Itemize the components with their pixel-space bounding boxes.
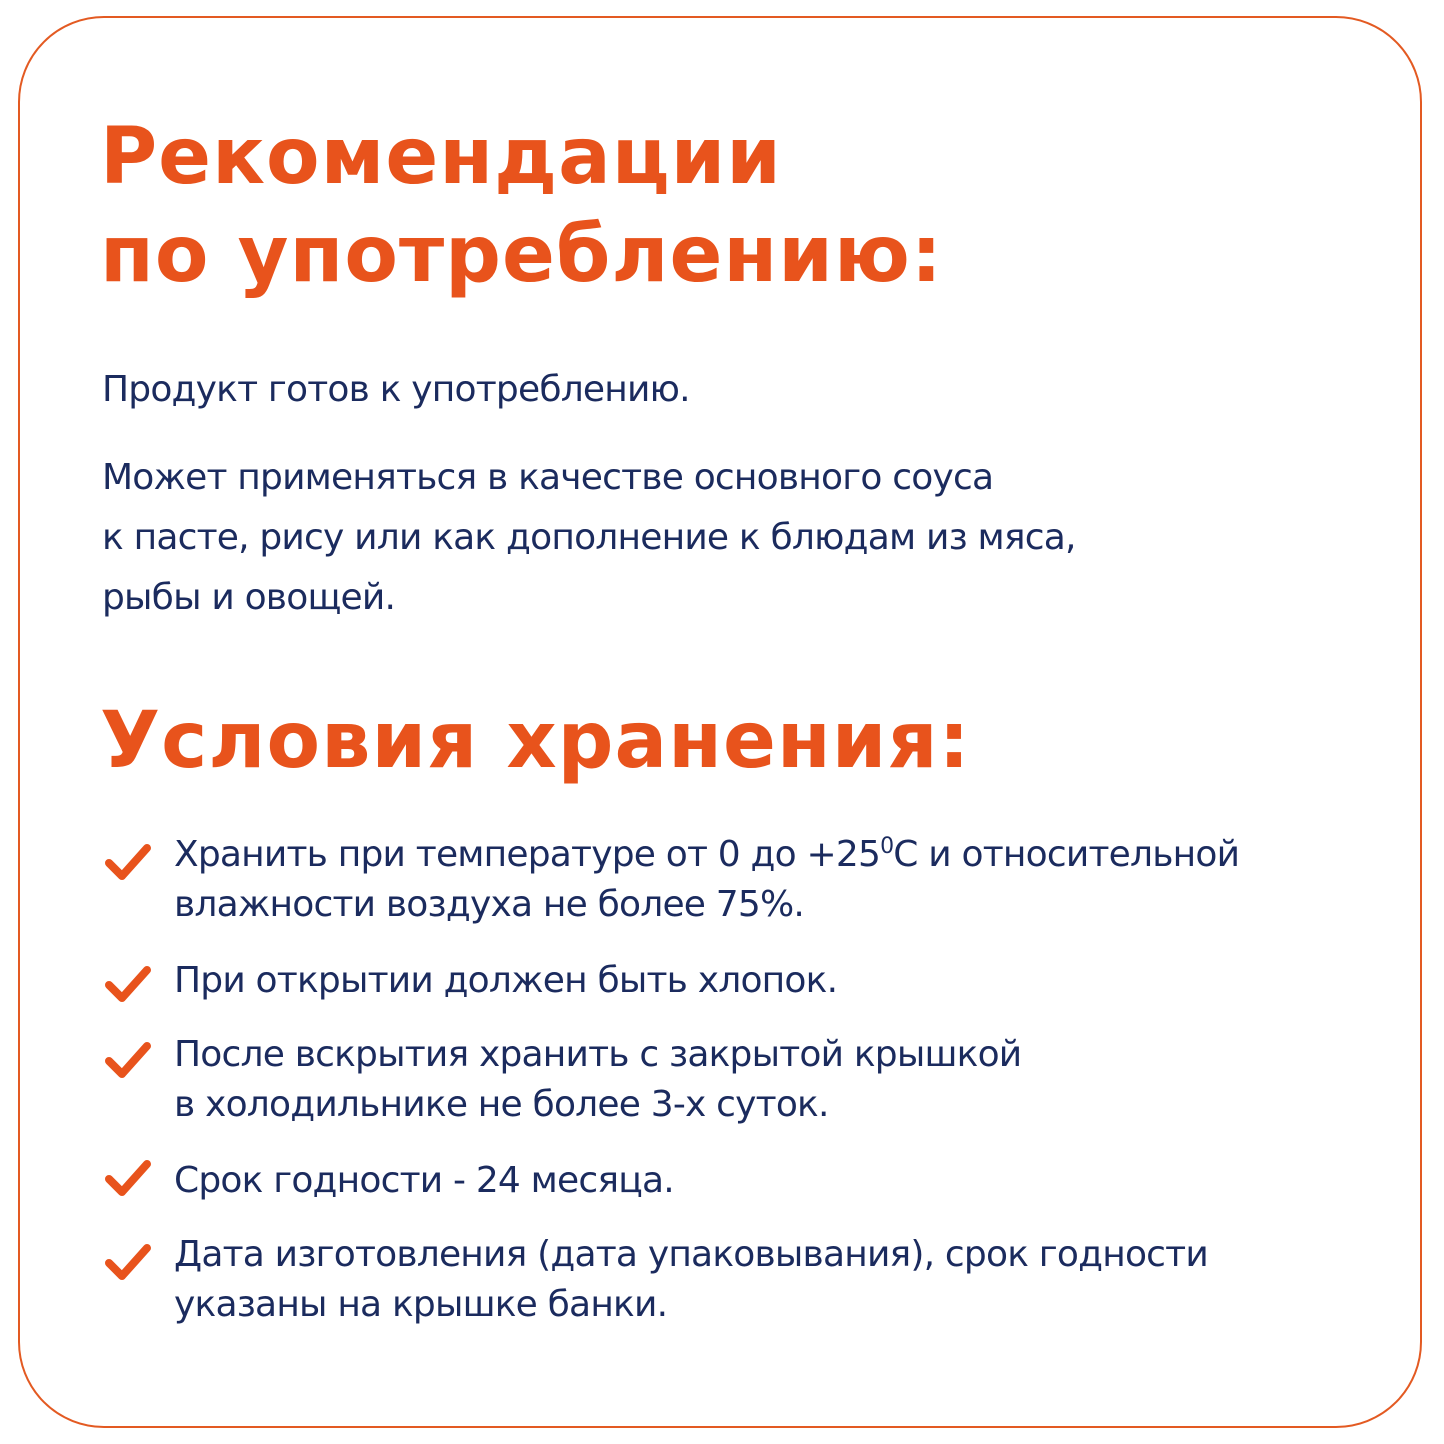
usage-heading xyxy=(100,108,943,304)
storage-item-text xyxy=(174,1156,674,1206)
storage-item-line-1: Хранить при температуре от 0 до $+25^0С$ и относительной xyxy=(174,834,1240,875)
storage-heading-text: Условия хранения: xyxy=(100,696,971,786)
degree-superscript: 0 xyxy=(880,834,894,859)
usage-description xyxy=(102,448,1076,628)
storage-item-line-1: Срок годности - 24 месяца. xyxy=(174,1160,674,1201)
usage-description-line-1: Может применяться в качестве основного соуса xyxy=(102,457,994,498)
usage-description-line-2: к пасте, рису или как дополнение к блюдам из мяса, xyxy=(102,517,1076,558)
check-icon xyxy=(104,842,152,882)
storage-item-text xyxy=(174,1030,1021,1130)
storage-item-line-1: Дата изготовления (дата упаковывания), срок годности xyxy=(174,1234,1208,1275)
storage-item-line-2: влажности воздуха не более 75%. xyxy=(174,884,805,925)
storage-item-line-1: После вскрытия хранить с закрытой крышкой xyxy=(174,1034,1022,1075)
check-icon xyxy=(104,1158,152,1198)
storage-item-line-2: в холодильнике не более 3-х суток. xyxy=(174,1084,829,1125)
check-icon xyxy=(104,964,152,1004)
storage-item-text xyxy=(174,830,1239,930)
ready-to-eat-text: Продукт готов к употреблению. xyxy=(102,369,690,410)
storage-item-line-1: При открытии должен быть хлопок. xyxy=(174,960,838,1001)
storage-item-text xyxy=(174,956,837,1006)
check-icon xyxy=(104,1040,152,1080)
storage-item-line-2: указаны на крышке банки. xyxy=(174,1284,668,1325)
usage-heading-line-2: по употреблению: xyxy=(100,210,943,300)
check-icon xyxy=(104,1242,152,1282)
storage-heading xyxy=(100,692,971,790)
storage-item-text xyxy=(174,1230,1208,1330)
usage-description-line-3: рыбы и овощей. xyxy=(102,577,396,618)
usage-heading-line-1: Рекомендации xyxy=(100,112,782,202)
